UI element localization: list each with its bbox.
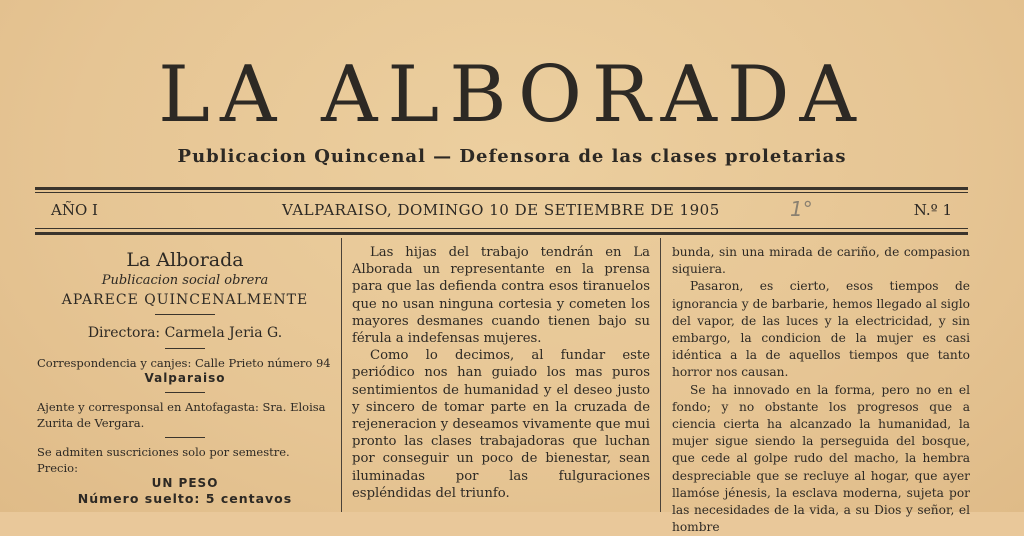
dateline-rule-bottom — [35, 232, 968, 235]
article-paragraph: Como lo decimos, al fundar este periódico nos han guiado los mas puros sentimientos de humanidad y el deseo justo y sincero de tomar parte en la cruzada de rejeneracion y deseamos vivamente que mui pronto las clases trabajadoras que luchan por conseguir un poco de bienestar, sean iluminadas por las fulguraciones espléndidas del triunfo. — [352, 348, 650, 501]
article-column-1 — [352, 244, 650, 502]
article-paragraph: Se ha innovado en la forma, pero no en el fondo; y no obstante los progresos que a ciencia cierta ha alcanzado la humanidad, la mujer sigue siendo la perseguida del bosque, que cede al golpe rudo del macho, la hembra despreciable que se recluye al hogar, que ayer llamóse jénesis, la esclava moderna, sujeta por las necesidades de la vida, a su Dios y señor, el hombre — [672, 382, 970, 535]
info-rule-3 — [165, 437, 205, 438]
info-price: UN PESO — [151, 476, 219, 490]
column-divider-2 — [660, 238, 661, 512]
issue-number: N.º 1 — [913, 201, 952, 219]
masthead-rule-top-thin — [35, 192, 968, 193]
article-paragraph: Pasaron, es cierto, esos tiempos de ignorancia y de barbarie, hemos llegado al siglo del vapor, de las luces y la electricidad, y sin embargo, la condicion de la mujer es casi idéntica a la de aquellos tiempos que tanto horror nos causan. — [672, 279, 970, 380]
dateline-rule-thin — [35, 228, 968, 229]
issue-year: AÑO I — [51, 201, 98, 219]
info-rule-1 — [165, 348, 205, 349]
dateline — [35, 197, 968, 221]
info-rule-2 — [165, 392, 205, 393]
info-single-issue: Número suelto: 5 centavos — [77, 491, 293, 506]
info-city: Valparaiso — [144, 371, 226, 385]
article-column-2 — [672, 244, 970, 536]
info-correspondence: Correspondencia y canjes: Calle Prieto número 94 — [37, 356, 331, 370]
info-subscriptions: Se admiten suscriciones solo por semestre. Precio: — [37, 445, 290, 475]
column-divider-1 — [341, 238, 342, 512]
article-paragraph: bunda, sin una mirada de cariño, de compasion siquiera. — [672, 245, 970, 277]
place-date: VALPARAISO, DOMINGO 10 DE SETIEMBRE DE 1905 — [282, 201, 720, 219]
masthead-title: LA ALBORADA — [158, 50, 866, 140]
info-director: Directora: Carmela Jeria G. — [87, 325, 283, 341]
info-column — [35, 244, 335, 507]
info-separator — [155, 314, 215, 315]
info-agent: Ajente y corresponsal en Antofagasta: Sra. Eloisa Zurita de Vergara. — [37, 400, 326, 430]
masthead-subtitle: Publicacion Quincenal — Defensora de las clases proletarias — [177, 146, 847, 167]
pencil-annotation: 1° — [790, 197, 813, 221]
info-subtitle: Publicacion social obrera — [101, 273, 269, 288]
article-paragraph: Las hijas del trabajo tendrán en La Alborada un representante en la prensa para que las defienda contra esos tiranuelos que no usan ninguna cortesia y cometen los mayores desmanes cuando tienen bajo su férula a indefensas mujeres. — [352, 245, 650, 347]
masthead-rule-top — [35, 187, 968, 190]
info-title: La Alborada — [126, 249, 244, 271]
info-frequency: APARECE QUINCENALMENTE — [61, 292, 309, 308]
